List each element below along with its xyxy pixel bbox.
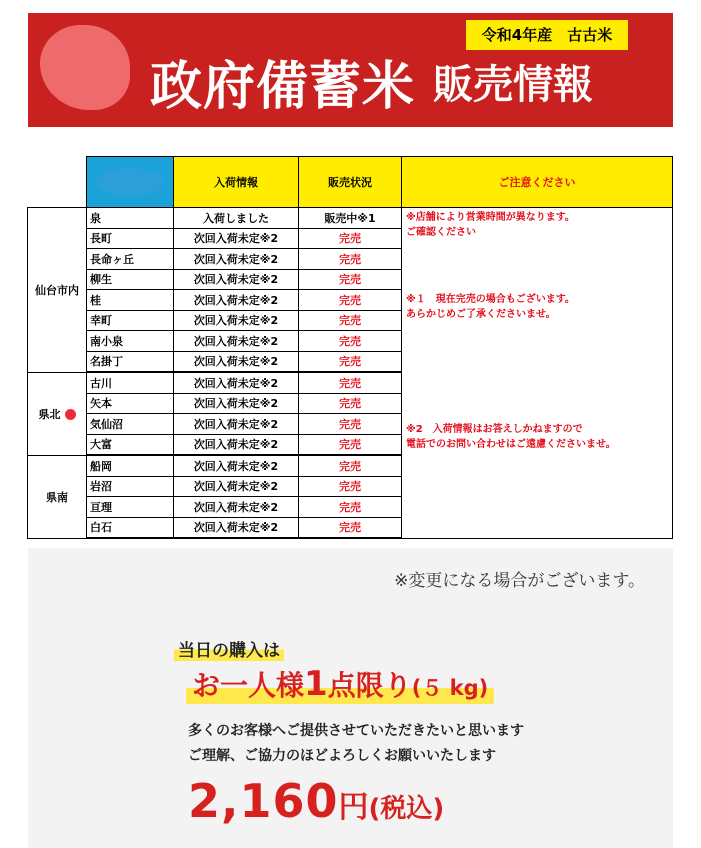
redacted-header — [96, 168, 164, 196]
arrival-info: 次回入荷未定※2 — [174, 351, 299, 372]
sales-status: 販売中※1 — [299, 208, 402, 229]
notes-cell — [402, 208, 673, 539]
note-line: ※2 入荷情報はお答えしかねますので — [406, 424, 583, 435]
page-title — [150, 44, 594, 117]
sales-status: 完売 — [299, 455, 402, 476]
store-name: 泉 — [87, 208, 174, 229]
sales-status: 完売 — [299, 290, 402, 311]
arrival-info: 入荷しました — [174, 208, 299, 229]
store-name: 長町 — [87, 228, 174, 249]
note-line: あらかじめご了承くださいませ。 — [406, 309, 556, 320]
region-cell — [28, 372, 87, 455]
arrival-info: 次回入荷未定※2 — [174, 393, 299, 414]
title-main: 政府備蓄米 — [150, 57, 416, 117]
sales-status: 完売 — [299, 517, 402, 538]
arrival-info: 次回入荷未定※2 — [174, 476, 299, 497]
header-arrival: 入荷情報 — [174, 157, 299, 208]
arrival-info: 次回入荷未定※2 — [174, 434, 299, 455]
arrival-info: 次回入荷未定※2 — [174, 414, 299, 435]
header-blank — [28, 157, 87, 208]
store-name: 岩沼 — [87, 476, 174, 497]
table-header-row — [28, 157, 673, 208]
info-panel — [28, 548, 673, 848]
year-badge: 令和4年産 古古米 — [466, 20, 628, 50]
sales-status: 完売 — [299, 269, 402, 290]
note-line: 電話でのお問い合わせはご遠慮くださいませ。 — [406, 439, 616, 450]
store-name: 長命ヶ丘 — [87, 249, 174, 270]
limit-prefix: お一人様 — [192, 669, 305, 702]
arrival-info: 次回入荷未定※2 — [174, 455, 299, 476]
arrival-info: 次回入荷未定※2 — [174, 331, 299, 352]
arrival-info: 次回入荷未定※2 — [174, 310, 299, 331]
table-row — [28, 208, 673, 229]
limit-weight: (５ kg) — [411, 676, 489, 700]
arrival-info: 次回入荷未定※2 — [174, 269, 299, 290]
arrival-info: 次回入荷未定※2 — [174, 372, 299, 393]
region-label: 仙台市内 — [35, 283, 79, 297]
note-line: ご確認ください — [406, 227, 476, 238]
arrival-info: 次回入荷未定※2 — [174, 517, 299, 538]
title-sub: 販売情報 — [433, 62, 594, 108]
note-line: ※１ 現在完売の場合もございます。 — [406, 294, 575, 305]
purchase-limit — [186, 664, 494, 704]
store-name: 白石 — [87, 517, 174, 538]
store-name: 南小泉 — [87, 331, 174, 352]
store-name: 船岡 — [87, 455, 174, 476]
sales-status: 完売 — [299, 331, 402, 352]
store-name: 亘理 — [87, 497, 174, 518]
price-tax-note: (税込) — [368, 794, 445, 824]
sales-status: 完売 — [299, 249, 402, 270]
sales-status: 完売 — [299, 497, 402, 518]
store-name: 名掛丁 — [87, 351, 174, 372]
header-notes: ご注意ください — [402, 157, 673, 208]
arrival-info: 次回入荷未定※2 — [174, 290, 299, 311]
note-line: ※店舗により営業時間が異なります。 — [406, 212, 575, 223]
header-status: 販売状況 — [299, 157, 402, 208]
store-name: 大富 — [87, 434, 174, 455]
store-name: 矢本 — [87, 393, 174, 414]
store-name: 幸町 — [87, 310, 174, 331]
limit-number: 1 — [304, 664, 328, 704]
store-name: 古川 — [87, 372, 174, 393]
message-line-1: 多くのお客様へご提供させていただきたいと思います — [188, 723, 524, 739]
sales-status: 完売 — [299, 228, 402, 249]
limit-suffix: 点限り — [327, 669, 412, 702]
price-currency: 円 — [338, 790, 369, 825]
arrival-info: 次回入荷未定※2 — [174, 497, 299, 518]
sales-status: 完売 — [299, 414, 402, 435]
same-day-label: 当日の購入は — [174, 636, 284, 661]
price — [188, 774, 444, 828]
sales-status: 完売 — [299, 351, 402, 372]
sales-status: 完売 — [299, 310, 402, 331]
region-label: 県南 — [46, 490, 68, 504]
price-amount: 2,160 — [188, 774, 339, 828]
sales-status: 完売 — [299, 476, 402, 497]
region-cell — [28, 455, 87, 538]
store-name: 柳生 — [87, 269, 174, 290]
store-name: 気仙沼 — [87, 414, 174, 435]
sales-status: 完売 — [299, 372, 402, 393]
store-name: 桂 — [87, 290, 174, 311]
sales-status: 完売 — [299, 434, 402, 455]
change-note: ※変更になる場合がございます。 — [394, 571, 645, 591]
arrival-info: 次回入荷未定※2 — [174, 249, 299, 270]
stock-table — [27, 156, 673, 539]
sales-status: 完売 — [299, 393, 402, 414]
region-cell — [28, 208, 87, 373]
arrival-info: 次回入荷未定※2 — [174, 228, 299, 249]
header-store — [87, 157, 174, 208]
message-line-2: ご理解、ご協力のほどよろしくお願いいたします — [188, 748, 496, 764]
marker-dot — [65, 409, 76, 420]
region-label: 県北 — [38, 407, 61, 421]
